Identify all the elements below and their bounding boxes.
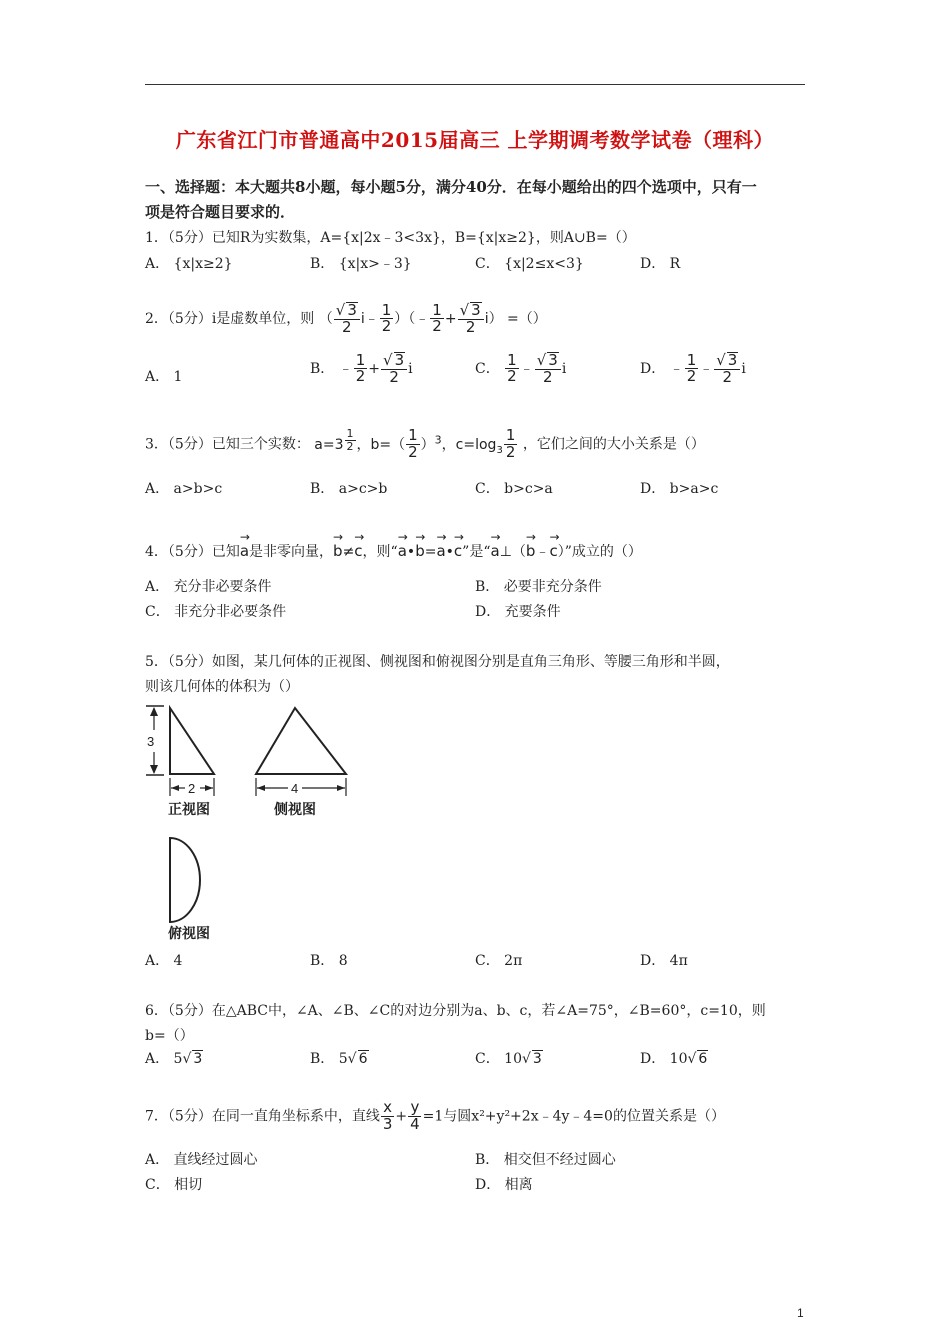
front-height-label: 3 (147, 734, 155, 749)
section-heading-line2: 项是符合题目要求的． (145, 203, 296, 221)
q2-option-d: D． ﹣ $\frac{1}{2}$ ﹣ $\frac{√ 3}{2}$ i (640, 350, 746, 386)
q5-figure (140, 700, 370, 950)
q5-option-d: D． 4π (640, 953, 688, 969)
q4-option-d: D． 充要条件 (475, 604, 561, 620)
q6-option-a: A． 5√ 3 (145, 1051, 203, 1067)
q7-stem: 7．（5分）在同一直角坐标系中，直线 $\frac{x}{3}$ + $\frac{y}{4}$ =1与圆x²+y²+2x﹣4y﹣4=0的位置关系是（） (145, 1098, 725, 1133)
side-view (256, 708, 346, 796)
q7-option-b: B． 相交但不经过圆心 (475, 1152, 616, 1168)
q1-option-c: C． {x|2≤x<3} (475, 256, 584, 272)
q3-option-c: C． b>c>a (475, 481, 553, 497)
q7-option-a: A． 直线经过圆心 (145, 1152, 258, 1168)
q2-expression: （ $\frac{√ 3}{2}$ i﹣ $\frac{1}{2}$ ）（﹣ $\frac{1}{2}$ + $\frac{√ 3}{2}$ i） (318, 300, 503, 336)
q3-option-b: B． a>c>b (310, 481, 388, 497)
q4-option-a: A． 充分非必要条件 (145, 579, 272, 595)
q2-option-c: C． $\frac{1}{2}$ ﹣ $\frac{√ 3}{2}$ i (475, 350, 567, 386)
q4-option-b: B． 必要非充分条件 (475, 579, 602, 595)
top-view (170, 838, 200, 922)
section-heading-line1: 一、选择题：本大题共8小题，每小题5分，满分40分．在每小题给出的四个选项中，只有一 (145, 178, 757, 196)
q5-stem-line1: 5．（5分）如图，某几何体的正视图、侧视图和俯视图分别是直角三角形、等腰三角形和半圆， (145, 654, 730, 670)
q3-stem (145, 428, 705, 461)
q5-option-b: B． 8 (310, 953, 348, 969)
side-view-label: 侧视图 (274, 802, 316, 818)
q2-stem (145, 302, 547, 336)
q3-prefix: 3．（5分）已知三个实数： (145, 436, 310, 453)
q1-option-b: B． {x|x>﹣3} (310, 256, 412, 272)
q5-stem-line2: 则该几何体的体积为（） (145, 679, 299, 695)
q1-option-d: D． R (640, 256, 681, 272)
q7-option-d: D． 相离 (475, 1177, 533, 1193)
page-title: 广东省江门市普通高中2015届高三 上学期调考数学试卷（理科） (175, 128, 775, 152)
page-number: 1 (797, 1306, 804, 1320)
q3-expression: a=3 $^{\frac{1}{2}}$ ，b=（ $\frac{1}{2}$ ）$^3$，$c=\log_3$ $\frac{1}{2}$ (314, 426, 516, 462)
q2-option-a: A． 1 (145, 369, 183, 385)
q6-option-d: D． 10√ 6 (640, 1051, 708, 1067)
front-view (146, 706, 214, 796)
q3-option-d: D． b>a>c (640, 481, 719, 497)
q6-stem-line1: 6．（5分）在△ABC中，∠A、∠B、∠C的对边分别为a、b、c，若∠A=75°，∠B=60°，c=10，则 (145, 1003, 766, 1019)
q4-option-c: C． 非充分非必要条件 (145, 604, 287, 620)
q1-option-a: A． {x|x≥2} (145, 256, 233, 272)
q4-stem: 4．（5分）已知→ a是非零向量，→ b≠→ c，则“→ a•→ b=→ a•→ c”是“→ a⊥（→ b﹣→ c）”成立的（） (145, 536, 642, 561)
q1-stem: 1．（5分）已知R为实数集，A={x|2x﹣3<3x}，B={x|x≥2}，则A∪B=（） (145, 230, 636, 246)
q3-suffix: ，它们之间的大小关系是（） (522, 436, 705, 453)
q6-option-b: B． 5√ 6 (310, 1051, 368, 1067)
front-width-label: 2 (188, 781, 196, 796)
q6-stem-line2: b=（） (145, 1028, 194, 1044)
front-view-label: 正视图 (168, 802, 210, 818)
q5-option-c: C． 2π (475, 953, 523, 969)
header-rule (145, 84, 805, 85)
q2-prefix: 2．（5分）i是虚数单位，则 (145, 310, 315, 327)
q5-option-a: A． 4 (145, 953, 183, 969)
top-view-label: 俯视图 (168, 926, 210, 942)
q2-suffix: =（） (507, 310, 547, 327)
q6-option-c: C． 10√ 3 (475, 1051, 542, 1067)
q2-option-b: B． ﹣ $\frac{1}{2}$ + $\frac{√ 3}{2}$ i (310, 350, 413, 386)
side-width-label: 4 (291, 781, 299, 796)
q3-option-a: A． a>b>c (145, 481, 223, 497)
q7-option-c: C． 相切 (145, 1177, 203, 1193)
